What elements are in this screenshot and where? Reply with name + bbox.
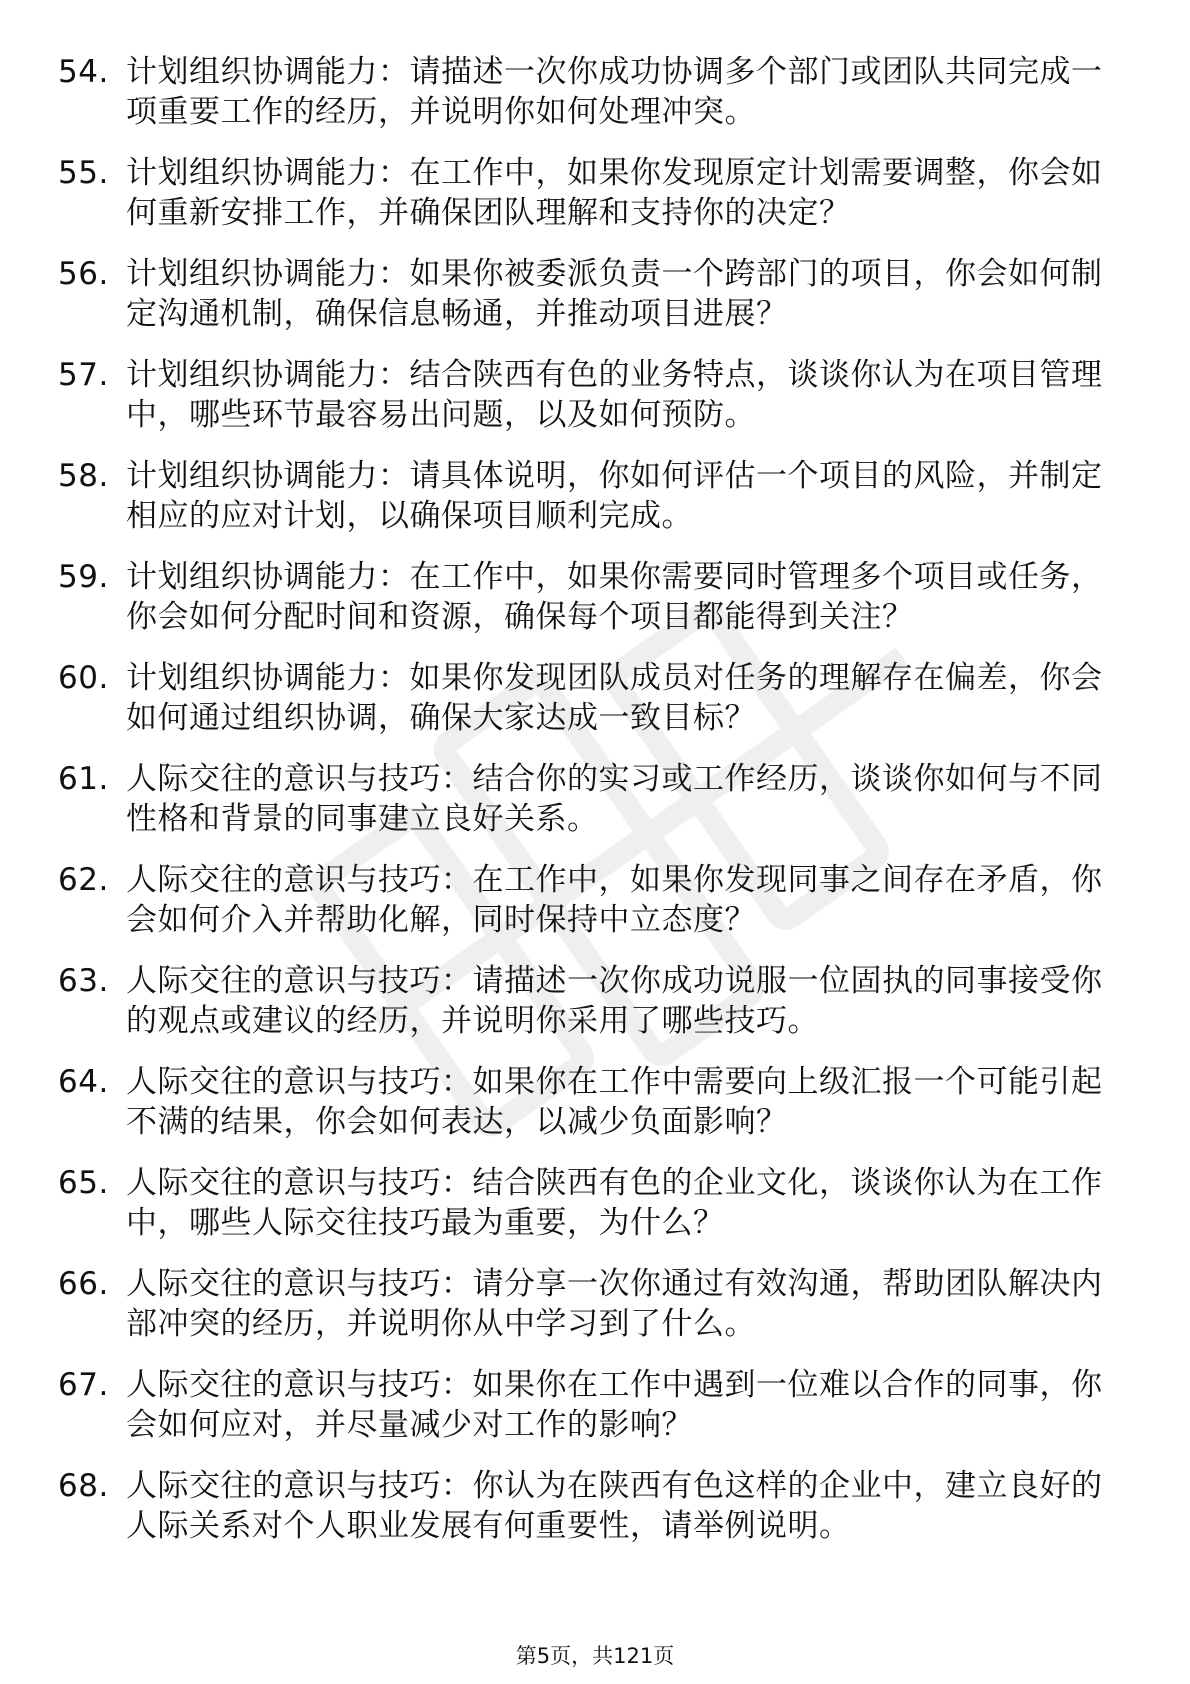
- question-number: 68.: [58, 1468, 109, 1504]
- question-text: 人际交往的意识与技巧：结合你的实习或工作经历，谈谈你如何与不同性格和背景的同事建立良好关系。: [126, 761, 1103, 837]
- question-item: [58, 557, 1118, 637]
- question-text: 计划组织协调能力：结合陕西有色的业务特点，谈谈你认为在项目管理中，哪些环节最容易出问题，以及如何预防。: [126, 357, 1103, 433]
- question-number: 62.: [58, 862, 109, 898]
- question-number: 59.: [58, 559, 109, 595]
- question-item: [58, 153, 1118, 233]
- question-text: 计划组织协调能力：如果你被委派负责一个跨部门的项目，你会如何制定沟通机制，确保信息畅通，并推动项目进展？: [126, 256, 1103, 332]
- question-text: 计划组织协调能力：在工作中，如果你发现原定计划需要调整，你会如何重新安排工作，并确保团队理解和支持你的决定？: [126, 155, 1103, 231]
- question-item: [58, 961, 1118, 1041]
- question-number: 64.: [58, 1064, 109, 1100]
- question-item: [58, 759, 1118, 839]
- question-text: 计划组织协调能力：在工作中，如果你需要同时管理多个项目或任务，你会如何分配时间和资源，确保每个项目都能得到关注？: [126, 559, 1103, 635]
- page-footer: [0, 1640, 1190, 1670]
- question-text: 人际交往的意识与技巧：请分享一次你通过有效沟通，帮助团队解决内部冲突的经历，并说明你从中学习到了什么。: [126, 1266, 1103, 1342]
- question-item: [58, 1264, 1118, 1344]
- question-number: 60.: [58, 660, 109, 696]
- question-item: [58, 1365, 1118, 1445]
- question-item: [58, 254, 1118, 334]
- question-text: 计划组织协调能力：请描述一次你成功协调多个部门或团队共同完成一项重要工作的经历，并说明你如何处理冲突。: [126, 54, 1103, 130]
- question-number: 54.: [58, 54, 109, 90]
- question-number: 58.: [58, 458, 109, 494]
- question-item: [58, 456, 1118, 536]
- question-item: [58, 658, 1118, 738]
- question-text: 人际交往的意识与技巧：在工作中，如果你发现同事之间存在矛盾，你会如何介入并帮助化解，同时保持中立态度？: [126, 862, 1103, 938]
- question-number: 55.: [58, 155, 109, 191]
- question-number: 67.: [58, 1367, 109, 1403]
- question-number: 65.: [58, 1165, 109, 1201]
- question-item: [58, 1466, 1118, 1546]
- question-text: 计划组织协调能力：如果你发现团队成员对任务的理解存在偏差，你会如何通过组织协调，确保大家达成一致目标？: [126, 660, 1103, 736]
- question-text: 计划组织协调能力：请具体说明，你如何评估一个项目的风险，并制定相应的应对计划，以确保项目顺利完成。: [126, 458, 1103, 534]
- question-item: [58, 1062, 1118, 1142]
- page-indicator: 第5页，共121页: [515, 1644, 675, 1668]
- question-number: 57.: [58, 357, 109, 393]
- question-text: 人际交往的意识与技巧：如果你在工作中遇到一位难以合作的同事，你会如何应对，并尽量减少对工作的影响？: [126, 1367, 1103, 1443]
- question-item: [58, 860, 1118, 940]
- question-item: [58, 355, 1118, 435]
- question-text: 人际交往的意识与技巧：请描述一次你成功说服一位固执的同事接受你的观点或建议的经历，并说明你采用了哪些技巧。: [126, 963, 1103, 1039]
- question-text: 人际交往的意识与技巧：结合陕西有色的企业文化，谈谈你认为在工作中，哪些人际交往技巧最为重要，为什么？: [126, 1165, 1103, 1241]
- question-item: [58, 52, 1118, 132]
- question-list: [58, 52, 1118, 1567]
- question-number: 56.: [58, 256, 109, 292]
- question-item: [58, 1163, 1118, 1243]
- question-number: 61.: [58, 761, 109, 797]
- question-text: 人际交往的意识与技巧：你认为在陕西有色这样的企业中，建立良好的人际关系对个人职业发展有何重要性，请举例说明。: [126, 1468, 1103, 1544]
- question-text: 人际交往的意识与技巧：如果你在工作中需要向上级汇报一个可能引起不满的结果，你会如何表达，以减少负面影响？: [126, 1064, 1103, 1140]
- question-number: 63.: [58, 963, 109, 999]
- question-number: 66.: [58, 1266, 109, 1302]
